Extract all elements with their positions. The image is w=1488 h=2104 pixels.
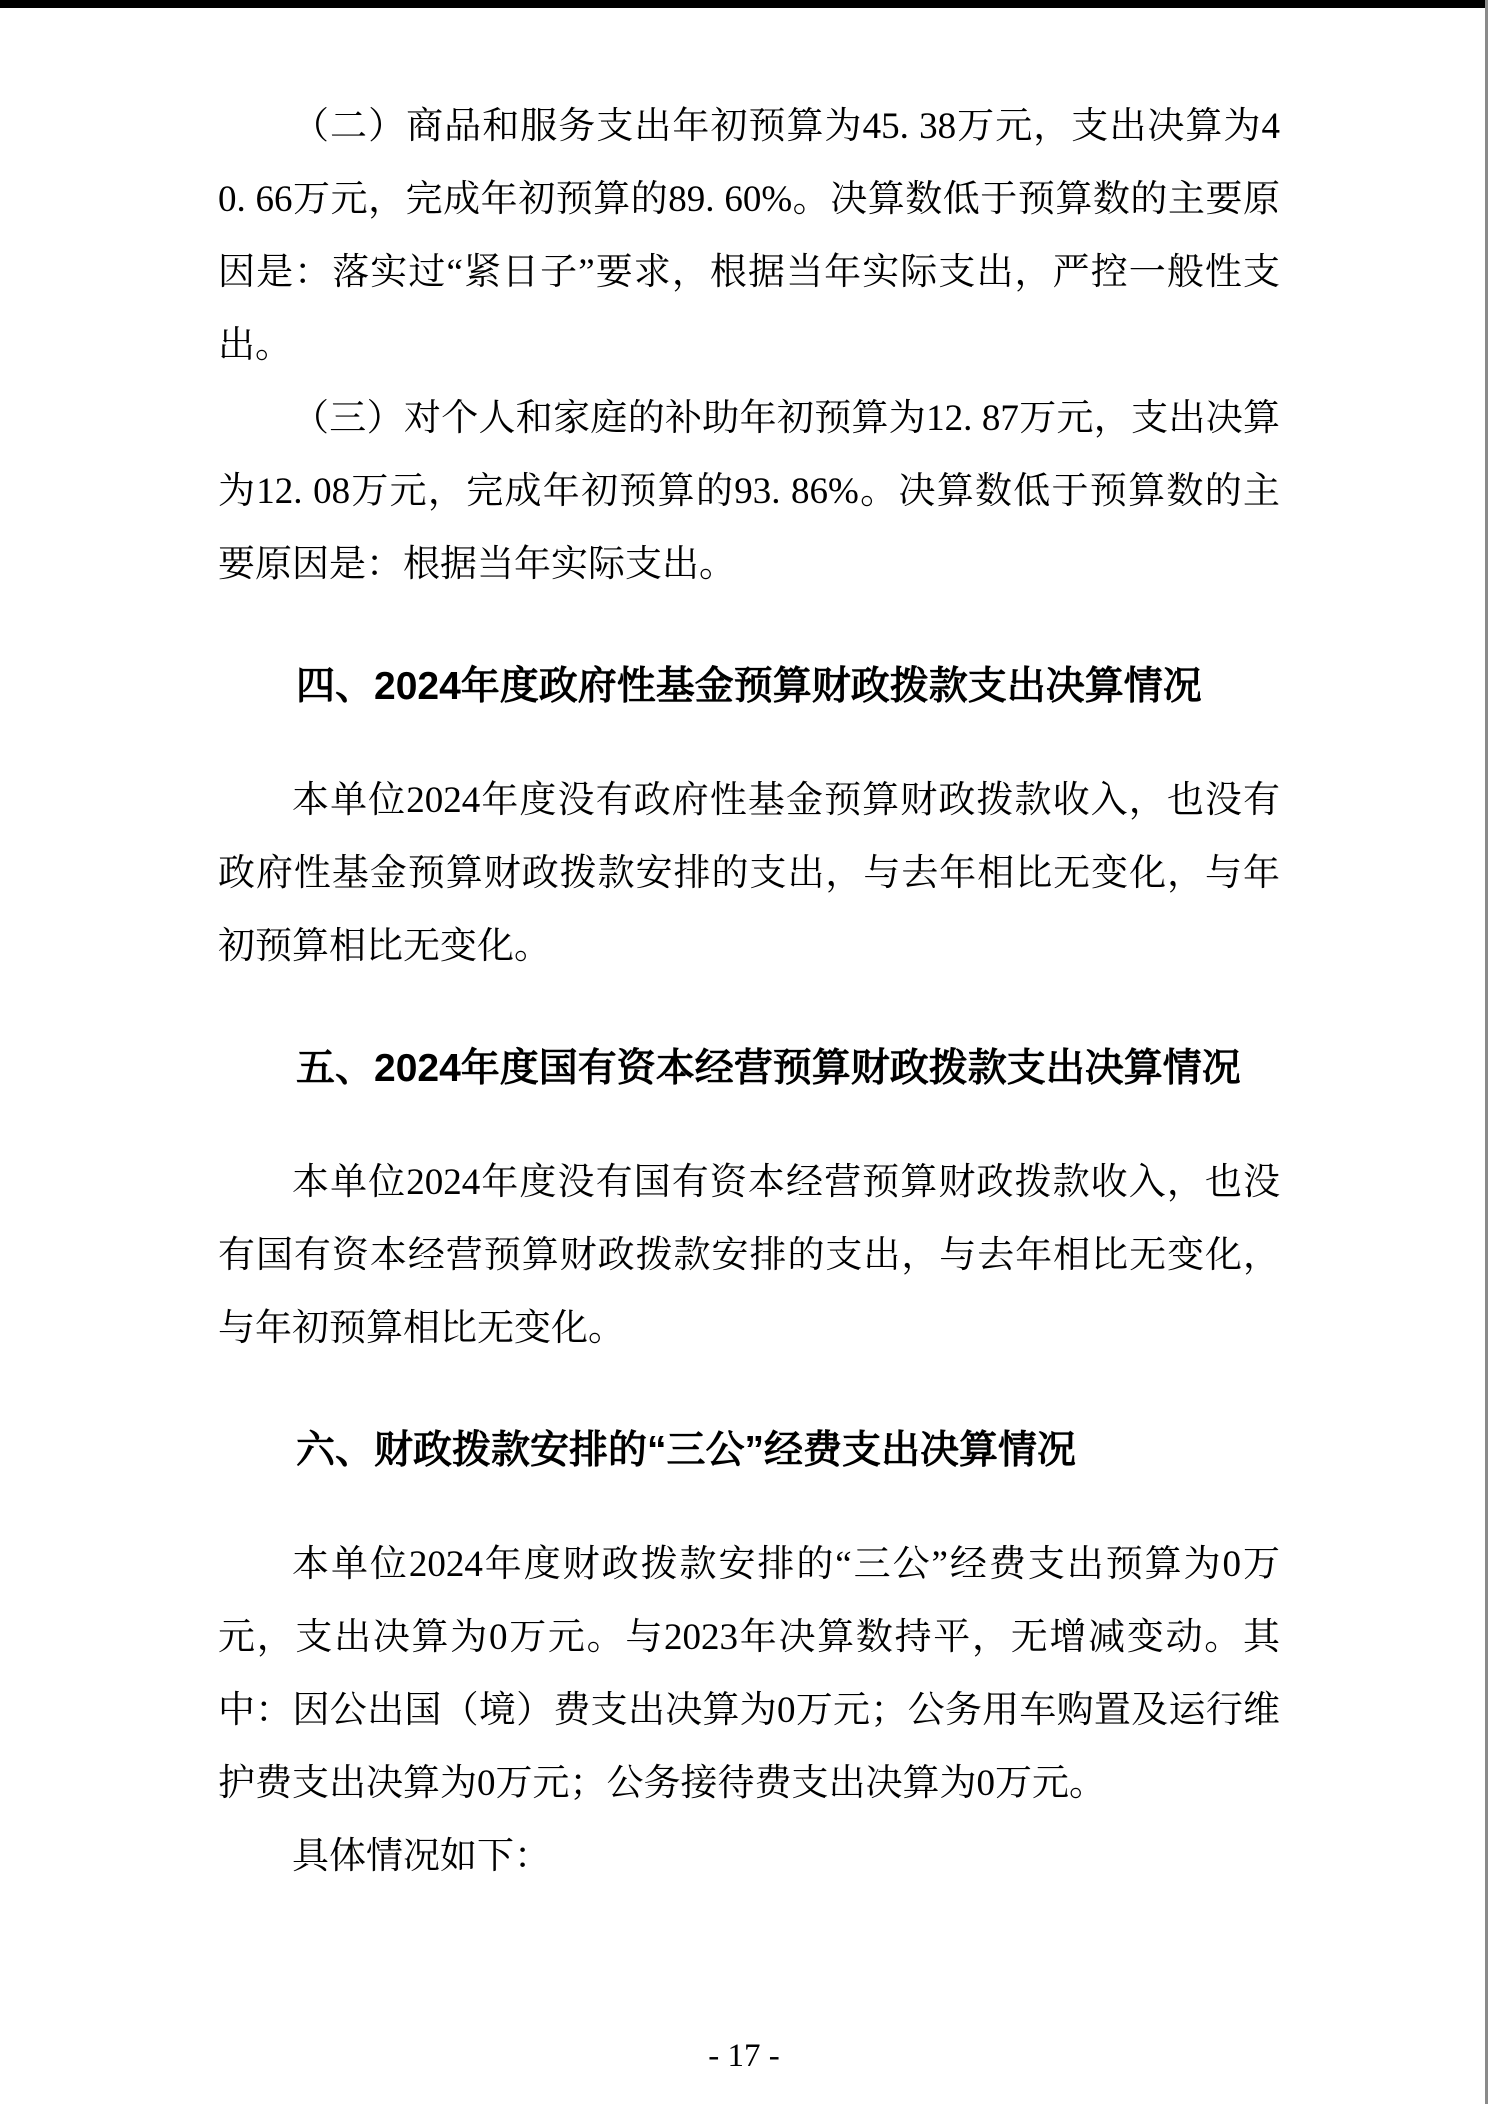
paragraph-three-public-expenses: 本单位2024年度财政拨款安排的“三公”经费支出预算为0万元，支出决算为0万元。与2023年决算数持平，无增减变动。其中：因公出国（境）费支出决算为0万元；公务用车购置及运行维护费支出决算为0万元；公务接待费支出决算为0万元。 <box>218 1544 1280 1804</box>
paragraph-government-funds-budget: 本单位2024年度没有政府性基金预算财政拨款收入，也没有政府性基金预算财政拨款安排的支出，与去年相比无变化，与年初预算相比无变化。 <box>218 780 1280 967</box>
page-number: - 17 - <box>708 2038 780 2074</box>
paragraph-goods-services-expenditure: （二）商品和服务支出年初预算为45. 38万元，支出决算为40. 66万元，完成年初预算的89. 60%。决算数低于预算数的主要原因是：落实过“紧日子”要求，根据当年实际支出，严控一般性支出。 <box>218 106 1280 366</box>
scan-top-edge-artifact <box>0 0 1488 8</box>
section-heading-state-capital-budget: 五、2024年度国有资本经营预算财政拨款支出决算情况 <box>296 1047 1241 1090</box>
paragraph-details-intro: 具体情况如下： <box>292 1836 551 1877</box>
paragraph-state-capital-budget: 本单位2024年度没有国有资本经营预算财政拨款收入，也没有国有资本经营预算财政拨款安排的支出，与去年相比无变化，与年初预算相比无变化。 <box>218 1162 1280 1349</box>
document-body <box>218 90 1280 1893</box>
section-heading-government-funds-budget: 四、2024年度政府性基金预算财政拨款支出决算情况 <box>296 665 1202 708</box>
section-heading-three-public-expenses: 六、财政拨款安排的“三公”经费支出决算情况 <box>296 1429 1077 1472</box>
paragraph-individual-family-subsidy: （三）对个人和家庭的补助年初预算为12. 87万元，支出决算为12. 08万元，完成年初预算的93. 86%。决算数低于预算数的主要原因是：根据当年实际支出。 <box>218 398 1280 585</box>
